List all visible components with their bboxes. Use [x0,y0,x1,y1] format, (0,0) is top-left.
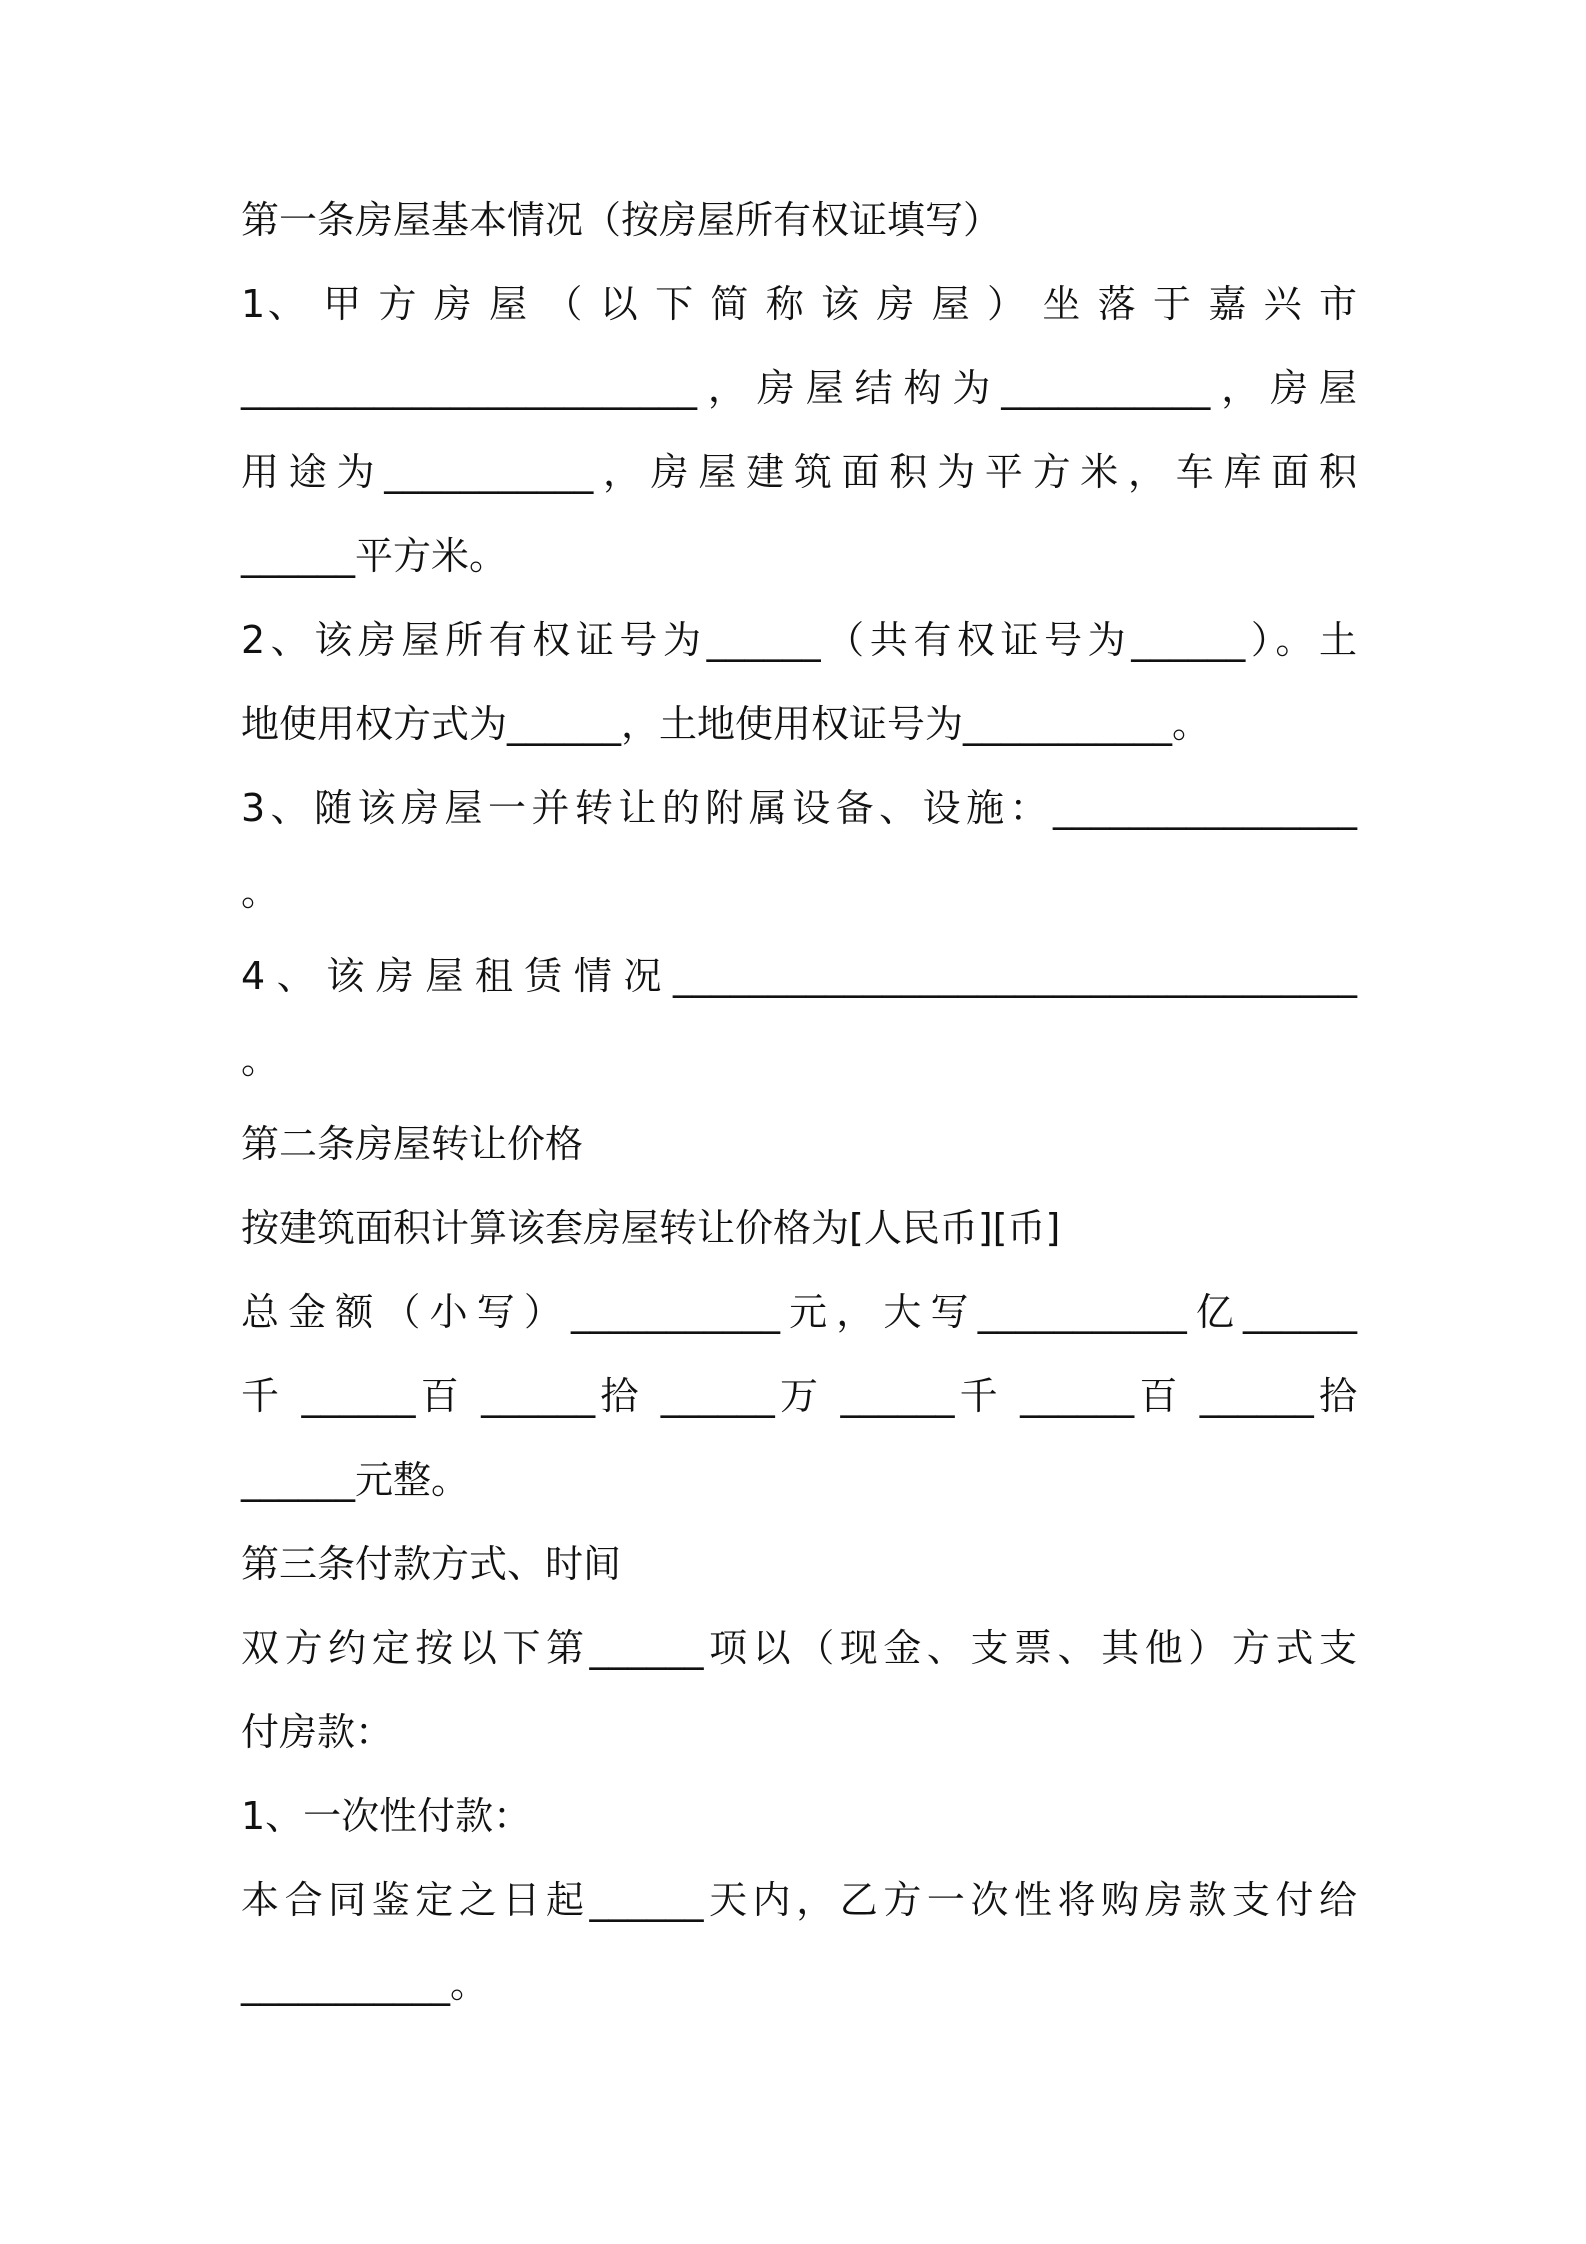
article-2-line-2: 总金额（小写）___________元，大写___________亿______ [241,1290,1357,1334]
clause-3-line-2: 。 [241,870,280,914]
clause-2-line-2: 地使用权方式为______，土地使用权证号为___________。 [241,702,1211,746]
clause-1-line-2: ________________________，房屋结构为___________，房屋 [241,366,1357,410]
clause-1-line-4: ______平方米。 [241,534,508,578]
article-3-line-1: 双方约定按以下第______项以（现金、支票、其他）方式支 [241,1626,1357,1670]
clause-4-line-2: 。 [241,1038,280,1082]
clause-2-line-1: 2、该房屋所有权证号为______（共有权证号为______）。土 [241,618,1357,662]
article-1-heading: 第一条房屋基本情况（按房屋所有权证填写） [241,198,1002,242]
article-3-line-2: 付房款： [241,1710,394,1754]
article-3-heading: 第三条付款方式、时间 [241,1542,622,1586]
article-2-line-4: ______元整。 [241,1458,470,1502]
clause-3-line-1: 3、随该房屋一并转让的附属设备、设施：________________ [241,786,1357,830]
payment-item-1-line-2: ___________。 [241,1962,489,2006]
payment-item-1-heading: 1、一次性付款： [241,1794,532,1838]
clause-4-line-1: 4、该房屋租赁情况____________________________________ [241,954,1357,998]
article-2-line-3: 千 ______百 ______拾 ______万 ______千 ______百 ______拾 [241,1374,1357,1418]
article-2-heading: 第二条房屋转让价格 [241,1122,584,1166]
clause-1-line-3: 用途为___________，房屋建筑面积为平方米，车库面积 [241,450,1357,494]
article-2-line-1: 按建筑面积计算该套房屋转让价格为[人民币][币] [241,1206,1061,1250]
clause-1-line-1: 1、 甲 方 房 屋 （ 以 下 简 称 该 房 屋 ） 坐 落 于 嘉 兴 市 [241,282,1357,326]
payment-item-1-line-1: 本合同鉴定之日起______天内，乙方一次性将购房款支付给 [241,1878,1357,1922]
